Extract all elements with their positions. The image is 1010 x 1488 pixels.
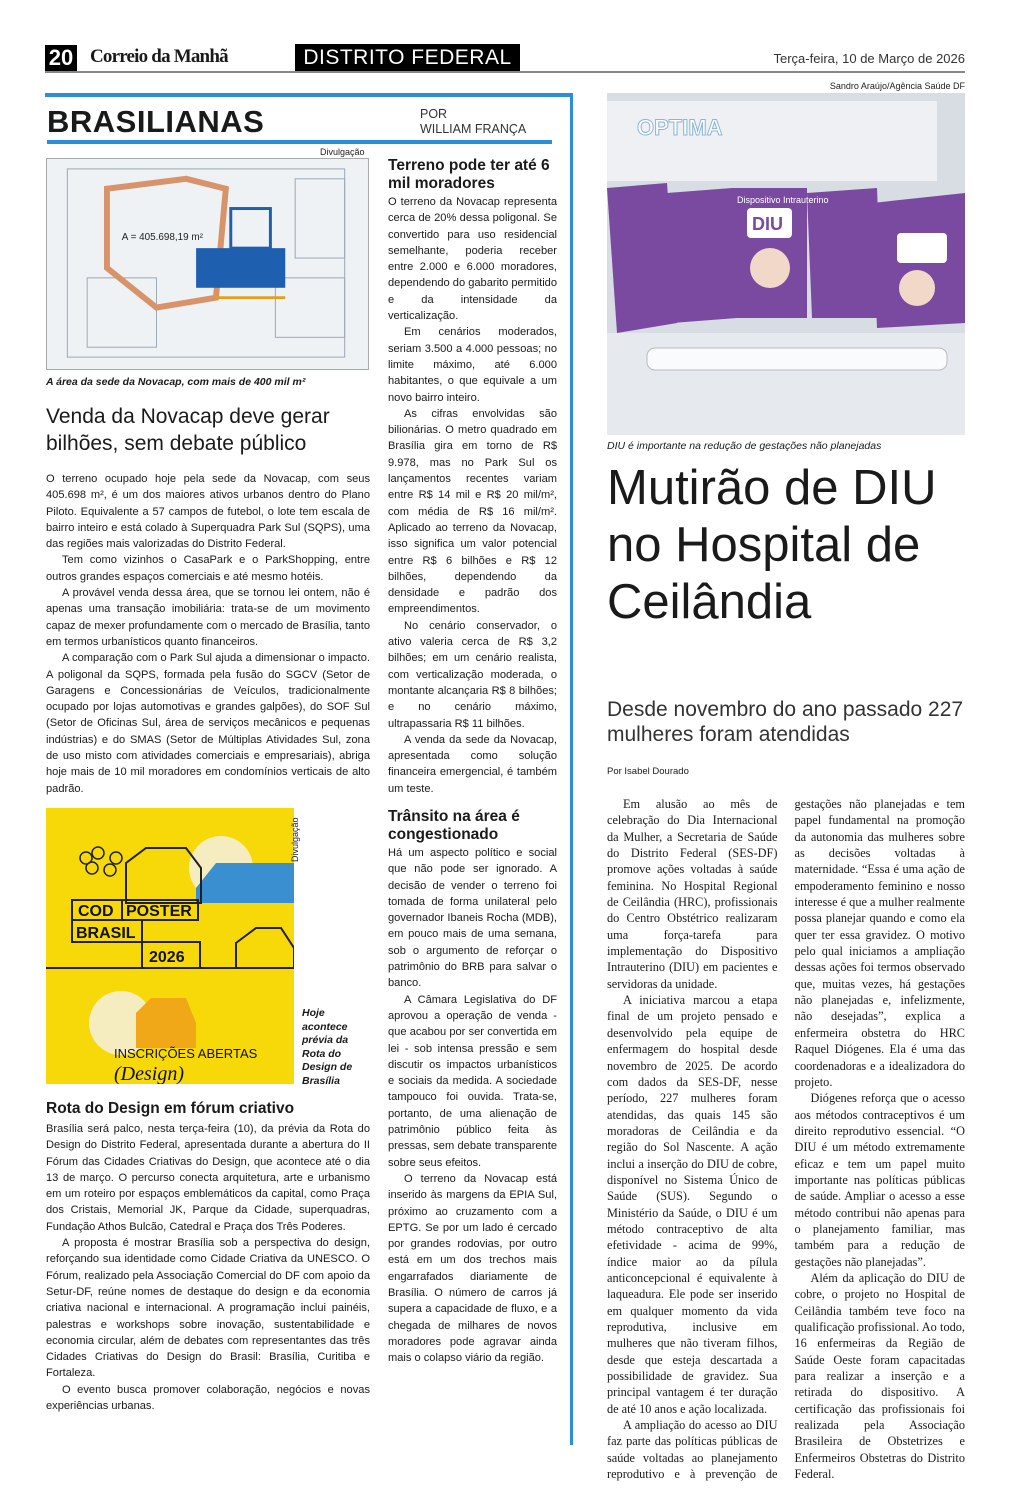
pack-label: Dispositivo Intrauterino (737, 195, 829, 205)
photo-credit: Sandro Araújo/Agência Saúde DF (829, 81, 965, 91)
diu-packages-graphic (607, 93, 965, 435)
rota-body (46, 1121, 370, 1414)
issue-date: Terça-feira, 10 de Março de 2026 (773, 51, 965, 66)
paragraph: Há um aspecto político e social que não pode ser ignorado. A decisão de vender o terreno foi tomada de forma unilateral pelo governador Ibaneis Rocha (MDB), em pouco mais de uma semana, sob o argumento de reforçar o patrimônio do BRB para salvar o banco. (388, 847, 557, 990)
poster-text-design: (Design) (114, 1063, 184, 1084)
transito-headline: Trânsito na área é congestionado (388, 808, 520, 843)
paragraph: A Câmara Legislativa do DF aprovou a operação de venda -que acabou por ser convertida em lei - sob intensa pressão e sem discutir os impactos urbanísticos e sociais da medida. A sociedade tampouco foi ouvida. Trata-se, portanto, de uma alienação de patrimônio público feita às pressas, sem debate transparente sobre seus efeitos. (388, 993, 557, 1169)
poster-credit: Divulgação (290, 817, 300, 862)
poster-text-year: 2026 (149, 949, 185, 966)
novacap-headline: Venda da Novacap deve gerar bilhões, sem debate público (46, 405, 330, 455)
diu-headline: Mutirão de DIU no Hospital de Ceilândia (607, 461, 937, 629)
paragraph: As cifras envolvidas são bilionárias. O metro quadrado em Brasília gira em torno de R$ 9.978, mas no Park Sul os lançamentos recentes variam entre R$ 14 mil e R$ 20 mil/m², com média de R$ 16 mil/m². Aplicado ao terreno da Novacap, isso significa um valor potencial entre R$ 6 bilhões e R$ 12 bilhões, dependendo da densidade e padrão dos empreendimentos. (388, 407, 557, 616)
novacap-map-image (46, 158, 369, 370)
paragraph: A proposta é mostrar Brasília sob a perspectiva do design, reforçando sua identidade como Cidade Criativa da UNESCO. O Fórum, realizado pela Associação Comercial do DF com apoio da Setur-DF, reúne nomes de destaque do design e da economia criativa nacional e internacional. A programação inclui painéis, palestras e workshops sobre inovação, sustentabilidade e economia circular, além de debates com representantes das três Cidades Criativas do Design do Brasil: Brasília, Curitiba e Fortaleza. (46, 1237, 370, 1380)
map-credit: Divulgação (320, 147, 365, 157)
paragraph: O terreno da Novacap representa cerca de 20% dessa poligonal. Se convertido para uso residencial semelhante, poderia receber entre 2.000 e 6.000 moradores, dependendo do gabarito permitido e da intensidade da verticalização. (388, 196, 558, 323)
column-author (420, 107, 526, 137)
paragraph: Tem como vizinhos o CasaPark e o ParkShopping, entre outros grandes espaços comerciais e até mesmo hotéis. (46, 554, 370, 583)
poster-text-poster: POSTER (126, 903, 192, 920)
poster-text-inscricoes: INSCRIÇÕES ABERTAS (114, 1046, 258, 1061)
page-number: 20 (45, 45, 77, 71)
paragraph: O terreno ocupado hoje pela sede da Novacap, com seus 405.698 m², é um dos maiores ativos urbanos dentro do Plano Piloto. Equivalente a 57 campos de futebol, o lote tem escala de bairro inteiro e está colado à Superquadra Park Sul (SQPS), uma das regiões mais valorizadas do Distrito Federal. (46, 473, 370, 551)
header-divider (45, 71, 965, 73)
poster-text-brasil: BRASIL (76, 925, 136, 942)
novacap-body (46, 471, 370, 797)
author-prefix: POR (420, 107, 448, 121)
column-title: BRASILIANAS (47, 104, 265, 139)
site-plan-graphic (47, 159, 368, 369)
paragraph: O terreno da Novacap está inserido às margens da EPIA Sul, próximo ao cruzamento com a EPTG. Se por um lado é cercado por grandes rodovias, por outro está em um dos trechos mais engarrafados diariamente de Brasília. O número de carros já supera a capacidade de fluxo, e a chegada de milhares de novos moradores pode agravar ainda mais o colapso viário da região. (388, 1172, 557, 1365)
poster-text-cod: COD (78, 903, 114, 920)
paragraph: No cenário conservador, o ativo valeria cerca de R$ 3,2 bilhões; em um cenário realista, com verticalização moderada, o montante alcançaria R$ 8 bilhões; e no cenário máximo, ultrapassaria R$ 11 bilhões. (388, 619, 557, 730)
paragraph: A comparação com o Park Sul ajuda a dimensionar o impacto. A poligonal da SQPS, formada pela fusão do SGCV (Setor de Garagens e Concessionárias de Veículos, tradicionalmente ocupado por lojas automotivas e grandes galpões), do SOF Sul (Setor de Oficinas Sul, área de serviços mecânicos e pequenas indústrias) e do SMAS (Setor de Múltiplas Atividades Sul, zona de uso misto com atividades comerciais e empresariais), abriga hoje mais de 10 mil moradores em condomínios verticais de alto padrão. (46, 652, 370, 795)
optima-brand: OPTIMA (637, 115, 723, 140)
area-label: A = 405.698,19 m² (121, 232, 203, 244)
section-label: DISTRITO FEDERAL (295, 44, 520, 71)
paragraph: A venda da sede da Novacap, apresentada como solução financeira emergencial, é também um teste. (388, 733, 557, 795)
paragraph: A ampliação do acesso ao DIU faz parte das políticas públicas de saúde voltadas ao planejamento reprodutivo e à prevenção de gestações não planejadas e tem papel fundamental na promoção da autonomia das mulheres sobre as decisões voltadas à maternidade. “Essa é uma ação de empoderamento feminino e nosso interesse é que a mulher realmente possa planejar quando e como ela quer ter essa gravidez. O motivo pelo qual iniciamos a ampliação dessas ações foi termos observado que, muitas vezes, há gestações não planejadas e, infelizmente, não desejadas”, explica a enfermeira obstetra do HRC Raquel Diógenes. Ela é uma das coordenadoras e a idealizadora do projeto. (607, 797, 965, 1482)
terreno-body (388, 194, 557, 797)
masthead-logo: Correio da Manhã (90, 46, 228, 67)
paragraph: Em cenários moderados, seriam 3.500 a 4.000 pessoas; no limite máximo, até 6.000 habitantes, o que equivale a um novo bairro inteiro. (388, 326, 557, 404)
diu-photo (607, 93, 965, 435)
transito-body (388, 845, 557, 1367)
paragraph: O evento busca promover colaboração, negócios e novas experiências urbanas. (46, 1383, 370, 1413)
diu-subhead: Desde novembro do ano passado 227 mulheres foram atendidas (607, 698, 964, 746)
terreno-headline: Terreno pode ter até 6 mil moradores (388, 157, 550, 192)
diu-logo: DIU (752, 214, 783, 234)
paragraph: A provável venda dessa área, que se tornou lei ontem, não é apenas uma transação imobiliária: trata-se de um movimento capaz de mexer profundamente com o mercado de Brasília, tanto em termos urbanísticos quanto financeiros. (46, 587, 370, 648)
paragraph: Diógenes reforça que o acesso aos métodos contraceptivos é um direito reprodutivo essencial. “O DIU é um método extremamente eficaz e tem um papel muito importante nas políticas públicas de saúde. Ampliar o acesso a esse método contribui não apenas para o planejamento familiar, mas também para a redução de gestações não planejadas”. (794, 1091, 965, 1269)
rota-headline: Rota do Design em fórum criativo (46, 1100, 295, 1117)
paragraph: Brasília será palco, nesta terça-feira (10), da prévia da Rota do Design do Distrito Federal, apresentada durante a abertura do II Fórum das Cidades Criativas do Design, que acontece até o dia 13 de março. O percurso conecta arquitetura, arte e urbanismo em um roteiro por espaços emblemáticos da capital, como Praça dos Cristais, Memorial JK, Parque da Cidade, superquadras, Fundação Athos Bulcão, Catedral e Praça dos Três Poderes. (46, 1123, 370, 1233)
title-underline (47, 140, 552, 144)
paragraph: Além da aplicação do DIU de cobre, o projeto no Hospital de Ceilândia também teve foco na qualificação profissional. Ao todo, 16 enfermeiras da Região de Saúde Oeste foram capacitadas para realizar a inserção e a retirada do dispositivo. A certificação das profissionais foi realizada pela Associação Brasileira de Obstetrizes e Enfermeiros Obstetras do Distrito Federal. (794, 1270, 965, 1482)
diu-byline: Por Isabel Dourado (607, 766, 689, 777)
author-name: WILLIAM FRANÇA (420, 122, 527, 136)
poster-graphic (46, 808, 294, 1084)
diu-body (607, 766, 965, 1482)
paragraph: A iniciativa marcou a etapa final de um projeto pensado e desenvolvido pela equipe de enfermagem do hospital desde novembro de 2025. De acordo com dados da SES-DF, nesse período, 227 mulheres foram atendidas, das quais 145 são moradoras de Ceilândia e da região do Sol Nascente. A ação inclui a inserção do DIU de cobre, disponível no Sistema Único de Saúde (SUS). Segundo o Ministério da Saúde, o DIU é um método contraceptivo de alta efetividade - acima de 99%, índice maior ao da pílula anticoncepcional é equivalente à laqueadura. Ele pode ser inserido em qualquer momento da vida reprodutiva, inclusive em mulheres que não tiveram filhos, desde que esteja descartada a possibilidade de gravidez. Sua principal vantagem é ter duração de até 10 anos e ação localizada. (607, 993, 778, 1416)
photo-caption: DIU é importante na redução de gestações não planejadas (607, 440, 882, 452)
paragraph: Em alusão ao mês de celebração do Dia Internacional da Mulher, a Secretaria de Saúde do Distrito Federal (SES-DF) promove ações voltadas à saúde feminina. No Hospital Regional de Ceilândia (HRC), profissionais do Centro Obstétrico realizaram uma força-tarefa para implementação do Dispositivo Intrauterino (DIU) em pacientes e servidoras da unidade. (607, 797, 778, 991)
poster-caption: Hoje acontece prévia da Rota do Design de Brasília (302, 1007, 353, 1087)
cod-poster-image (46, 808, 294, 1084)
map-caption: A área da sede da Novacap, com mais de 400 mil m² (46, 376, 306, 388)
